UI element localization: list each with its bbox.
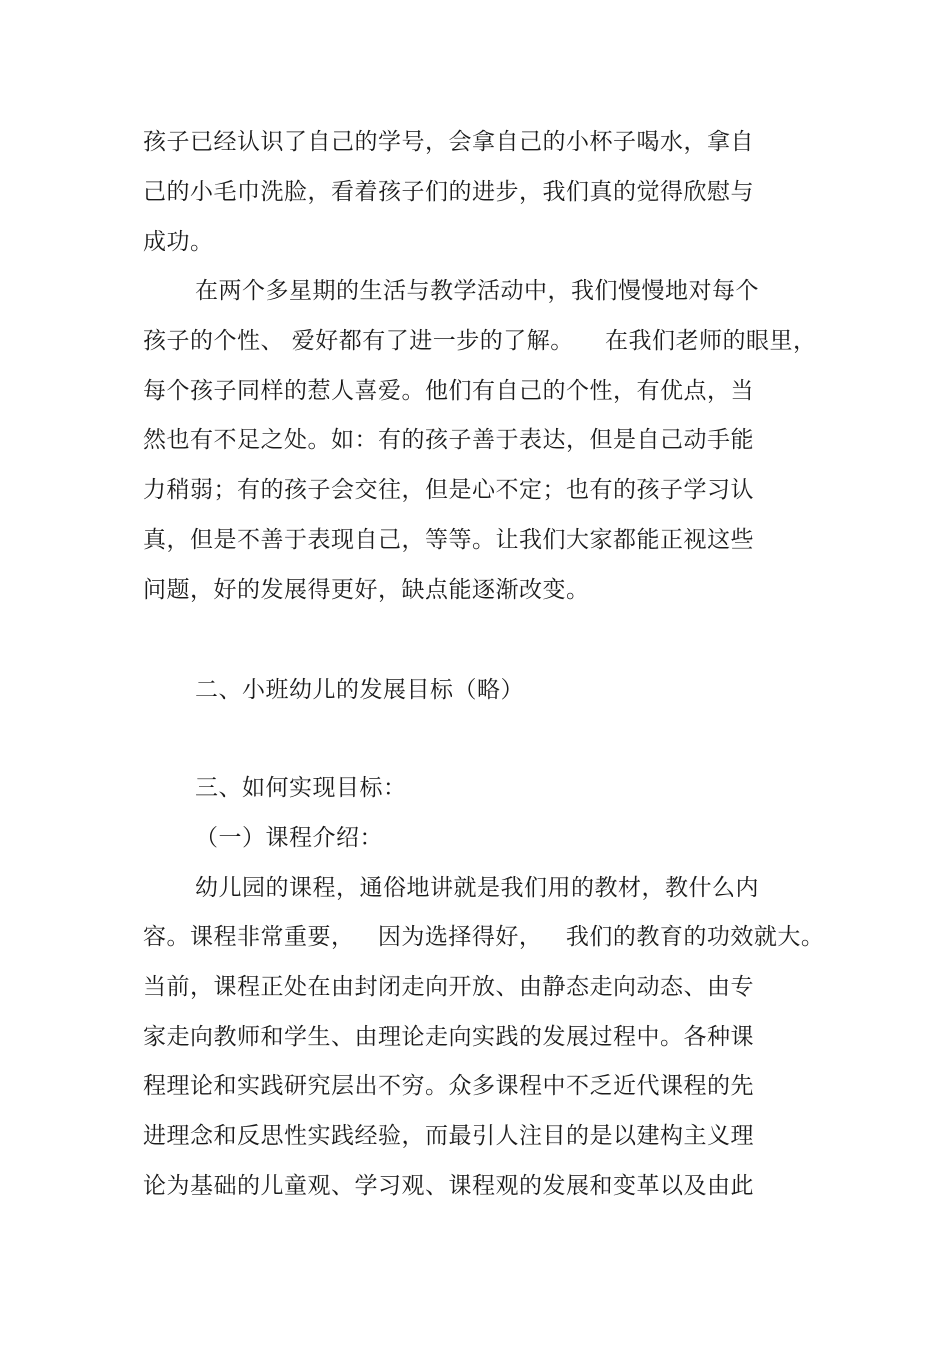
paragraph-line: 幼儿园的课程，通俗地讲就是我们用的教材，教什么内 [195,875,759,901]
paragraph-line: 当前，课程正处在由封闭走向开放、由静态走向动态、由专 [143,974,754,1000]
paragraph-line: 己的小毛巾洗脸，看着孩子们的进步，我们真的觉得欣慰与 [143,179,754,205]
paragraph-line: 进理念和反思性实践经验，而最引人注目的是以建构主义理 [143,1123,754,1149]
paragraph-line: 孩子已经认识了自己的学号，会拿自己的小杯子喝水，拿自 [143,129,754,155]
paragraph-line: 成功。 [143,229,214,255]
paragraph-line: 家走向教师和学生、由理论走向实践的发展过程中。各种课 [143,1024,754,1050]
section-heading: 三、如何实现目标： [195,775,407,801]
subsection-heading: （一）课程介绍： [195,825,383,851]
paragraph-line: 然也有不足之处。如：有的孩子善于表达，但是自己动手能 [143,427,754,453]
paragraph-line: 力稍弱；有的孩子会交往，但是心不定；也有的孩子学习认 [143,477,754,503]
paragraph-line: 程理论和实践研究层出不穷。众多课程中不乏近代课程的先 [143,1073,754,1099]
paragraph-line: 真，但是不善于表现自己，等等。让我们大家都能正视这些 [143,527,754,553]
paragraph-line: 孩子的个性、 爱好都有了进一步的了解。 在我们老师的眼里， [143,328,817,354]
paragraph-line: 每个孩子同样的惹人喜爱。他们有自己的个性，有优点，当 [143,378,754,404]
section-heading: 二、小班幼儿的发展目标（略） [195,677,524,703]
paragraph-line: 问题，好的发展得更好，缺点能逐渐改变。 [143,577,590,603]
paragraph-line: 容。课程非常重要， 因为选择得好， 我们的教育的功效就大。 [143,924,825,950]
paragraph-line: 论为基础的儿童观、学习观、课程观的发展和变革以及由此 [143,1173,754,1199]
paragraph-line: 在两个多星期的生活与教学活动中，我们慢慢地对每个 [195,278,759,304]
